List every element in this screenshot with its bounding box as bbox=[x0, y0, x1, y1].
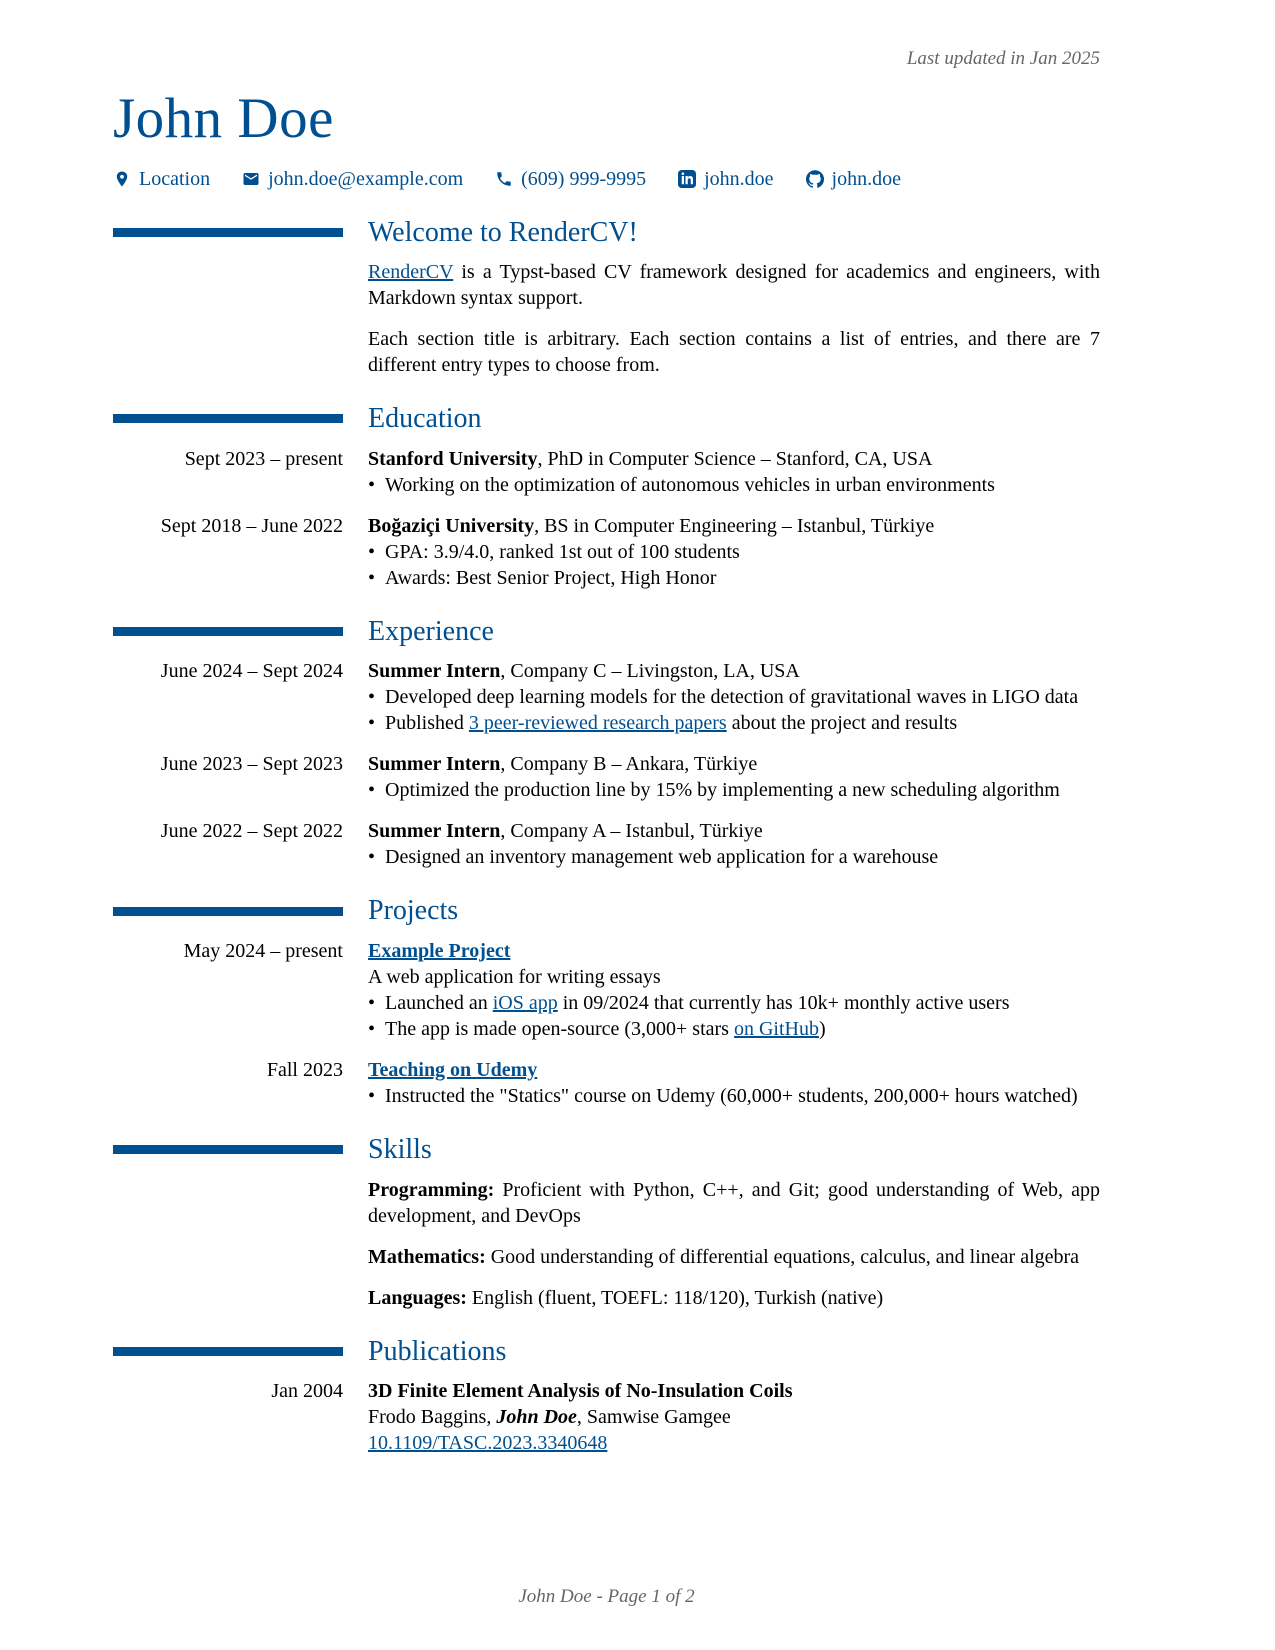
contact-label: john.doe bbox=[704, 167, 774, 190]
text-segment: Summer Intern bbox=[368, 753, 501, 776]
entry bbox=[113, 818, 1100, 870]
bullet-text bbox=[385, 777, 1100, 803]
bullet-item bbox=[368, 777, 1100, 803]
bullet-text bbox=[385, 539, 1100, 565]
text-segment: Mathematics: bbox=[368, 1245, 486, 1268]
bullet-item bbox=[368, 844, 1100, 870]
entry bbox=[113, 1378, 1100, 1456]
entry-date bbox=[113, 1177, 343, 1229]
bullet-marker: • bbox=[368, 1084, 376, 1107]
section-header bbox=[113, 216, 1100, 250]
contact-label: john.doe@example.com bbox=[268, 167, 464, 190]
bullet-text bbox=[385, 1016, 1100, 1042]
text-link[interactable]: Example Project bbox=[368, 939, 511, 962]
entry-date: Fall 2023 bbox=[266, 1058, 343, 1081]
person-name: John Doe bbox=[113, 87, 334, 150]
text-segment: Developed deep learning models for the detection of gravitational waves in LIGO data bbox=[385, 686, 1079, 709]
text-link[interactable]: Teaching on Udemy bbox=[368, 1058, 538, 1081]
text-segment: about the project and results bbox=[726, 712, 958, 735]
entry-content bbox=[368, 938, 1100, 1042]
section-title: Experience bbox=[368, 615, 494, 647]
text-segment: is a Typst-based CV framework designed for academics and engineers, with Markdown syntax support. bbox=[368, 261, 1100, 310]
bullet-marker: • bbox=[368, 712, 376, 735]
entry bbox=[113, 513, 1100, 591]
entry-date: June 2023 – Sept 2023 bbox=[160, 753, 343, 776]
entry-line bbox=[368, 658, 1100, 684]
entry bbox=[113, 1244, 1100, 1270]
bullet-marker: • bbox=[368, 686, 376, 709]
bullet-text bbox=[385, 710, 1100, 736]
contact-email-link[interactable] bbox=[242, 166, 463, 192]
entry-content bbox=[368, 1285, 1100, 1311]
entry-content bbox=[368, 326, 1100, 378]
entry-content bbox=[368, 1057, 1100, 1109]
contact-phone-link[interactable] bbox=[495, 166, 646, 192]
text-segment: John Doe bbox=[496, 1406, 577, 1429]
entry bbox=[113, 259, 1100, 311]
text-segment: , BS in Computer Engineering – Istanbul, Türkiye bbox=[534, 514, 935, 537]
entry bbox=[113, 1285, 1100, 1311]
entry-content bbox=[368, 818, 1100, 870]
entry-line bbox=[368, 1285, 1100, 1311]
entry-line bbox=[368, 751, 1100, 777]
section-title: Welcome to RenderCV! bbox=[368, 216, 638, 248]
entry-content bbox=[368, 259, 1100, 311]
text-segment: The app is made open-source (3,000+ stars bbox=[385, 1017, 734, 1040]
text-segment: Launched an bbox=[385, 991, 493, 1014]
entry-content bbox=[368, 446, 1100, 498]
bullet-item bbox=[368, 990, 1100, 1016]
bullet-marker: • bbox=[368, 566, 376, 589]
text-segment: Boğaziçi University bbox=[368, 514, 535, 537]
section-skills bbox=[113, 1133, 1100, 1311]
text-link[interactable]: 3 peer-reviewed research papers bbox=[468, 712, 727, 735]
bullet-text bbox=[385, 990, 1100, 1016]
text-segment: Good understanding of differential equations, calculus, and linear algebra bbox=[485, 1245, 1080, 1268]
contact-linkedin-link[interactable] bbox=[678, 166, 773, 192]
location-icon bbox=[113, 170, 131, 188]
entry bbox=[113, 326, 1100, 378]
text-segment: Stanford University bbox=[368, 447, 538, 470]
text-segment: Summer Intern bbox=[368, 820, 501, 843]
page-footer: John Doe - Page 1 of 2 bbox=[518, 1586, 695, 1607]
contact-location-link[interactable] bbox=[113, 166, 210, 192]
entry-line bbox=[368, 259, 1100, 311]
github-icon bbox=[806, 170, 824, 188]
text-segment: A web application for writing essays bbox=[368, 965, 661, 988]
entry-line bbox=[368, 1378, 1100, 1404]
text-segment: GPA: 3.9/4.0, ranked 1st out of 100 students bbox=[385, 540, 740, 563]
entry-date bbox=[113, 1285, 343, 1311]
text-segment: Frodo Baggins, bbox=[368, 1406, 497, 1429]
contact-label: Location bbox=[139, 167, 211, 190]
section-education bbox=[113, 402, 1100, 591]
entry-date: Sept 2023 – present bbox=[184, 447, 343, 470]
text-segment: Designed an inventory management web application for a warehouse bbox=[385, 846, 939, 869]
entry-content bbox=[368, 1177, 1100, 1229]
section-header bbox=[113, 615, 1100, 649]
entry-content bbox=[368, 658, 1100, 736]
text-segment: Summer Intern bbox=[368, 660, 501, 683]
text-segment: Optimized the production line by 15% by implementing a new scheduling algorithm bbox=[385, 779, 1060, 802]
entry-line bbox=[368, 326, 1100, 378]
bullet-text bbox=[385, 1083, 1100, 1109]
entry-line bbox=[368, 513, 1100, 539]
entry-line bbox=[368, 938, 1100, 964]
section-accent-bar bbox=[113, 627, 343, 636]
text-link[interactable]: on GitHub bbox=[733, 1017, 819, 1040]
contact-label: (609) 999-9995 bbox=[521, 167, 647, 190]
bullet-marker: • bbox=[368, 846, 376, 869]
entry-content bbox=[368, 751, 1100, 803]
text-segment: , Company C – Livingston, LA, USA bbox=[500, 660, 800, 683]
entry-line bbox=[368, 1244, 1100, 1270]
section-welcome-to-rendercv bbox=[113, 216, 1100, 379]
entry-date: June 2024 – Sept 2024 bbox=[160, 660, 343, 683]
text-segment: in 09/2024 that currently has 10k+ monthly active users bbox=[557, 991, 1010, 1014]
text-segment: English (fluent, TOEFL: 118/120), Turkish (native) bbox=[466, 1286, 884, 1309]
entry-line bbox=[368, 446, 1100, 472]
entry-date: May 2024 – present bbox=[183, 939, 343, 962]
bullet-item bbox=[368, 1083, 1100, 1109]
text-link[interactable]: iOS app bbox=[492, 991, 558, 1014]
entry-content bbox=[368, 1378, 1100, 1456]
text-segment: Awards: Best Senior Project, High Honor bbox=[385, 566, 717, 589]
section-title: Publications bbox=[368, 1335, 507, 1367]
entry-content bbox=[368, 513, 1100, 591]
entry-line bbox=[368, 1430, 1100, 1456]
section-header bbox=[113, 402, 1100, 436]
bullet-item bbox=[368, 539, 1100, 565]
section-accent-bar bbox=[113, 228, 343, 237]
bullet-item bbox=[368, 472, 1100, 498]
text-segment: Instructed the "Statics" course on Udemy (60,000+ students, 200,000+ hours watched) bbox=[385, 1084, 1078, 1107]
section-header bbox=[113, 894, 1100, 928]
last-updated-note: Last updated in Jan 2025 bbox=[906, 48, 1100, 69]
section-accent-bar bbox=[113, 414, 343, 423]
bullet-marker: • bbox=[368, 473, 376, 496]
linkedin-icon bbox=[678, 170, 696, 188]
text-segment: 3D Finite Element Analysis of No-Insulation Coils bbox=[368, 1380, 793, 1403]
text-segment: Languages: bbox=[368, 1286, 467, 1309]
sections bbox=[113, 216, 1100, 1457]
entry-date: Jan 2004 bbox=[271, 1380, 343, 1403]
bullet-marker: • bbox=[368, 540, 376, 563]
text-segment: Programming: bbox=[368, 1178, 495, 1201]
text-link[interactable]: 10.1109/TASC.2023.3340648 bbox=[368, 1432, 608, 1455]
entry bbox=[113, 1057, 1100, 1109]
text-segment: Published bbox=[385, 712, 469, 735]
contact-row bbox=[113, 166, 1100, 192]
phone-icon bbox=[495, 170, 513, 188]
section-title: Projects bbox=[368, 895, 459, 927]
entry bbox=[113, 658, 1100, 736]
entry bbox=[113, 751, 1100, 803]
bullet-text bbox=[385, 684, 1100, 710]
bullet-marker: • bbox=[368, 779, 376, 802]
bullet-text bbox=[385, 565, 1100, 591]
entry bbox=[113, 1177, 1100, 1229]
text-link[interactable]: RenderCV bbox=[368, 261, 454, 284]
bullet-text bbox=[385, 472, 1100, 498]
entry-line bbox=[368, 964, 1100, 990]
section-accent-bar bbox=[113, 907, 343, 916]
bullet-marker: • bbox=[368, 991, 376, 1014]
entry-date bbox=[113, 1244, 343, 1270]
text-segment: Each section title is arbitrary. Each section contains a list of entries, and there are 7 different entry types to choose from. bbox=[368, 328, 1100, 377]
entry-content bbox=[368, 1244, 1100, 1270]
entry-date bbox=[113, 326, 343, 378]
bullet-marker: • bbox=[368, 1017, 376, 1040]
text-segment: , Company B – Ankara, Türkiye bbox=[500, 753, 758, 776]
section-experience bbox=[113, 615, 1100, 871]
section-header bbox=[113, 1133, 1100, 1167]
entry-line bbox=[368, 818, 1100, 844]
entry-line bbox=[368, 1057, 1100, 1083]
section-accent-bar bbox=[113, 1347, 343, 1356]
entry bbox=[113, 446, 1100, 498]
entry-date bbox=[113, 259, 343, 311]
text-segment: , Samwise Gamgee bbox=[576, 1406, 731, 1429]
bullet-item bbox=[368, 710, 1100, 736]
bullet-item bbox=[368, 1016, 1100, 1042]
section-publications bbox=[113, 1335, 1100, 1457]
email-icon bbox=[242, 170, 260, 188]
section-accent-bar bbox=[113, 1145, 343, 1154]
contact-label: john.doe bbox=[831, 167, 901, 190]
entry-date: June 2022 – Sept 2022 bbox=[160, 820, 343, 843]
section-title: Skills bbox=[368, 1133, 432, 1165]
entry bbox=[113, 938, 1100, 1042]
text-segment: , PhD in Computer Science – Stanford, CA, USA bbox=[537, 447, 933, 470]
bullet-item bbox=[368, 565, 1100, 591]
bullet-item bbox=[368, 684, 1100, 710]
text-segment: ) bbox=[818, 1017, 826, 1040]
text-segment: , Company A – Istanbul, Türkiye bbox=[500, 820, 763, 843]
section-header bbox=[113, 1335, 1100, 1369]
text-segment: Proficient with Python, C++, and Git; good understanding of Web, app development, and DevOps bbox=[368, 1178, 1100, 1227]
section-projects bbox=[113, 894, 1100, 1109]
entry-line bbox=[368, 1177, 1100, 1229]
entry-line bbox=[368, 1404, 1100, 1430]
bullet-text bbox=[385, 844, 1100, 870]
entry-date: Sept 2018 – June 2022 bbox=[160, 514, 343, 537]
section-title: Education bbox=[368, 403, 482, 435]
text-segment: Working on the optimization of autonomous vehicles in urban environments bbox=[385, 473, 995, 496]
contact-github-link[interactable] bbox=[806, 166, 901, 192]
